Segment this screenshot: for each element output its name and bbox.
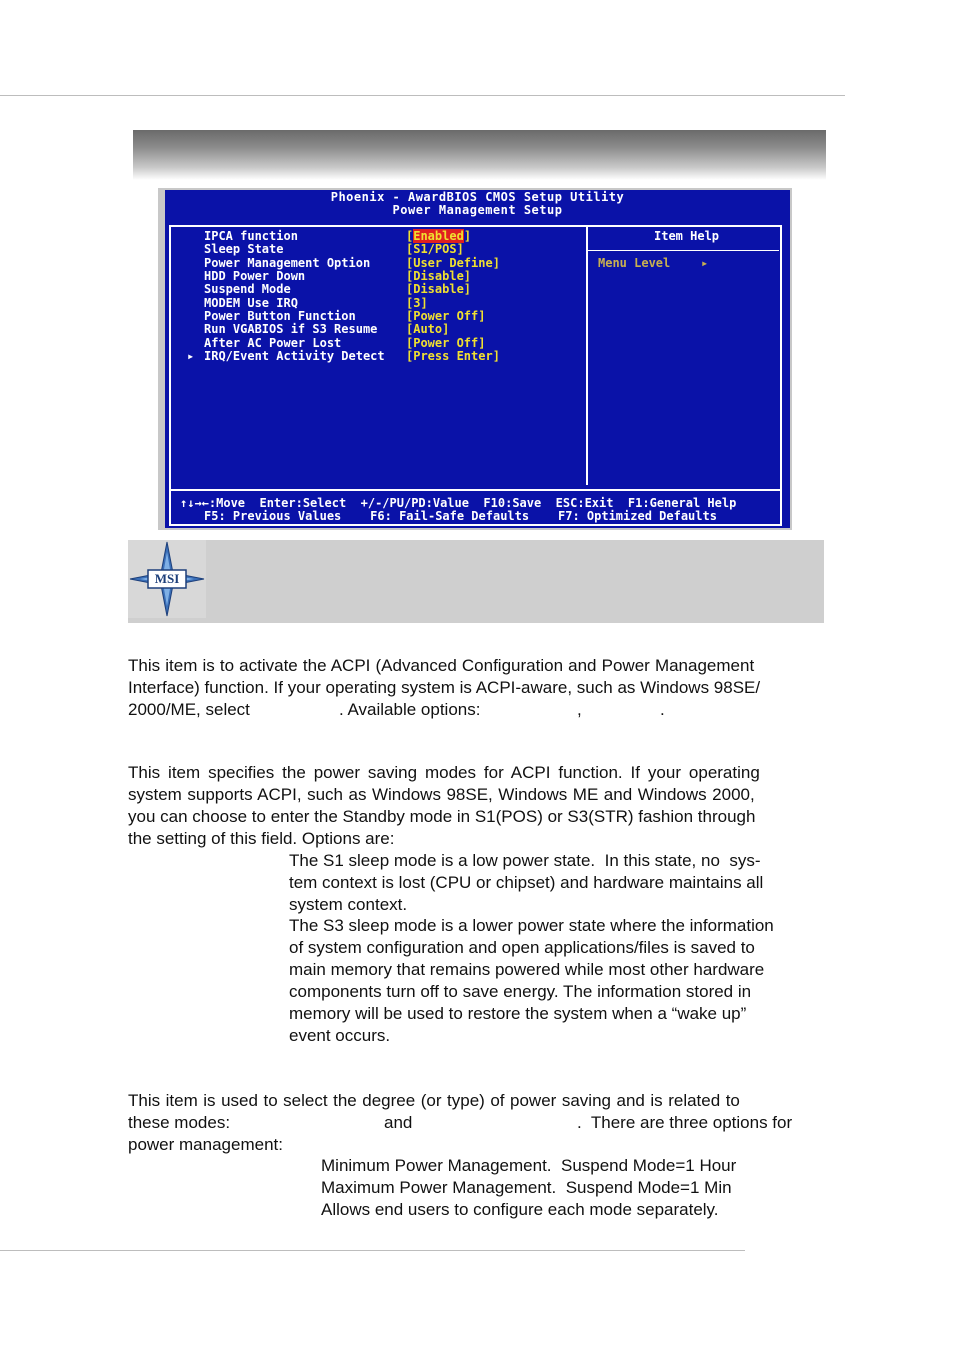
bios-footer-keys-line2: F5: Previous Values F6: Fail-Safe Defaults F7: Optimized Defaults bbox=[204, 509, 717, 523]
bios-column-separator bbox=[586, 225, 588, 485]
acpi-text-line3d: . bbox=[660, 700, 665, 719]
setting-label-hdd-power-down[interactable]: HDD Power Down bbox=[204, 269, 306, 283]
setting-value-power-button-function[interactable]: [Power Off] bbox=[406, 309, 486, 323]
s1-desc-line2: tem context is lost (CPU or chipset) and hardware maintains all bbox=[289, 873, 764, 892]
bios-title: Phoenix - AwardBIOS CMOS Setup Utility bbox=[330, 190, 625, 204]
bios-subtitle: Power Management Setup bbox=[392, 203, 563, 217]
menu-level-arrow-icon: ▸ bbox=[701, 256, 709, 270]
bios-footer-keys-line1: ↑↓→←:Move Enter:Select +/-/PU/PD:Value F10:Save ESC:Exit F1:General Help bbox=[180, 496, 737, 510]
s3-desc-line5: memory will be used to restore the system when a “wake up” bbox=[289, 1004, 747, 1023]
pm-option-user-desc: Allows end users to configure each mode separately. bbox=[321, 1200, 719, 1219]
acpi-text-line1: This item is to activate the ACPI (Advanced Configuration and Power Management bbox=[128, 656, 755, 675]
setting-label-after-ac-power-lost[interactable]: After AC Power Lost bbox=[204, 336, 342, 350]
sleep-text-line4: the setting of this field. Options are: bbox=[128, 829, 395, 848]
setting-label-power-management-option[interactable]: Power Management Option bbox=[204, 256, 371, 270]
acpi-text-line3a: 2000/ME, select bbox=[128, 700, 250, 719]
setting-value-suspend-mode[interactable]: [Disable] bbox=[406, 282, 472, 296]
top-rule bbox=[0, 95, 845, 96]
s3-desc-line4: components turn off to save energy. The information stored in bbox=[289, 982, 752, 1001]
pm-option-max-desc: Maximum Power Management. Suspend Mode=1 Min bbox=[321, 1178, 732, 1197]
value-bracket-open: [ bbox=[406, 229, 414, 243]
setting-label-run-vgabios[interactable]: Run VGABIOS if S3 Resume bbox=[204, 322, 378, 336]
setting-label-irq-event-activity[interactable]: IRQ/Event Activity Detect bbox=[204, 349, 385, 363]
sleep-text-line1: This item specifies the power saving modes for ACPI function. If your operating bbox=[128, 763, 760, 782]
bios-footer-right-border bbox=[780, 491, 782, 525]
acpi-text-line2: Interface) function. If your operating system is ACPI-aware, such as Windows 98SE/ bbox=[128, 678, 761, 697]
note-box bbox=[128, 540, 824, 623]
bios-footer-bottom-border bbox=[169, 524, 782, 526]
msi-logo bbox=[128, 540, 206, 618]
item-help-separator bbox=[588, 250, 779, 251]
bios-footer-left-border bbox=[169, 491, 171, 525]
s3-desc-line3: main memory that remains powered while most other hardware bbox=[289, 960, 765, 979]
acpi-text-line3b: . Available options: bbox=[339, 700, 481, 719]
s3-desc-line2: of system configuration and open applications/files is saved to bbox=[289, 938, 755, 957]
setting-label-power-button-function[interactable]: Power Button Function bbox=[204, 309, 356, 323]
pm-text-line1: This item is used to select the degree (or type) of power saving and is related to bbox=[128, 1091, 740, 1110]
menu-level-label: Menu Level bbox=[598, 256, 671, 270]
sleep-text-line3: you can choose to enter the Standby mode in S1(POS) or S3(STR) fashion through bbox=[128, 807, 756, 826]
acpi-text-line3c: , bbox=[577, 700, 582, 719]
selected-value-highlight: Enabled bbox=[413, 229, 464, 243]
s3-desc-line6: event occurs. bbox=[289, 1026, 391, 1045]
setting-value-power-management-option[interactable]: [User Define] bbox=[406, 256, 500, 270]
s3-desc-line1: The S3 sleep mode is a lower power state where the information bbox=[289, 916, 774, 935]
setting-label-suspend-mode[interactable]: Suspend Mode bbox=[204, 282, 291, 296]
item-help-title: Item Help bbox=[654, 229, 720, 243]
setting-value-irq-event-activity[interactable]: [Press Enter] bbox=[406, 349, 500, 363]
setting-value-sleep-state[interactable]: [S1/POS] bbox=[406, 242, 464, 256]
section-title-bar bbox=[133, 130, 826, 180]
setting-value-modem-use-irq[interactable]: [3] bbox=[406, 296, 428, 310]
pm-text-line2c: . There are three options for bbox=[577, 1113, 793, 1132]
s1-desc-line3: system context. bbox=[289, 895, 408, 914]
submenu-arrow-icon: ▸ bbox=[187, 349, 195, 363]
bios-footer-separator bbox=[169, 489, 782, 491]
msi-logo-text: MSI bbox=[154, 571, 180, 586]
bottom-rule bbox=[0, 1250, 745, 1251]
s1-desc-line1: The S1 sleep mode is a low power state. In this state, no sys- bbox=[289, 851, 761, 870]
setting-value-after-ac-power-lost[interactable]: [Power Off] bbox=[406, 336, 486, 350]
pm-text-line2b: and bbox=[384, 1113, 413, 1132]
pm-option-min-desc: Minimum Power Management. Suspend Mode=1 Hour bbox=[321, 1156, 737, 1175]
setting-value-hdd-power-down[interactable]: [Disable] bbox=[406, 269, 472, 283]
pm-text-line3: power management: bbox=[128, 1135, 283, 1154]
setting-label-sleep-state[interactable]: Sleep State bbox=[204, 242, 284, 256]
pm-text-line2a: these modes: bbox=[128, 1113, 231, 1132]
sleep-text-line2: system supports ACPI, such as Windows 98SE, Windows ME and Windows 2000, bbox=[128, 785, 755, 804]
setting-value-run-vgabios[interactable]: [Auto] bbox=[406, 322, 450, 336]
setting-label-modem-use-irq[interactable]: MODEM Use IRQ bbox=[204, 296, 298, 310]
setting-label-ipca[interactable]: IPCA function bbox=[204, 229, 298, 243]
value-bracket-close: ] bbox=[463, 229, 472, 243]
